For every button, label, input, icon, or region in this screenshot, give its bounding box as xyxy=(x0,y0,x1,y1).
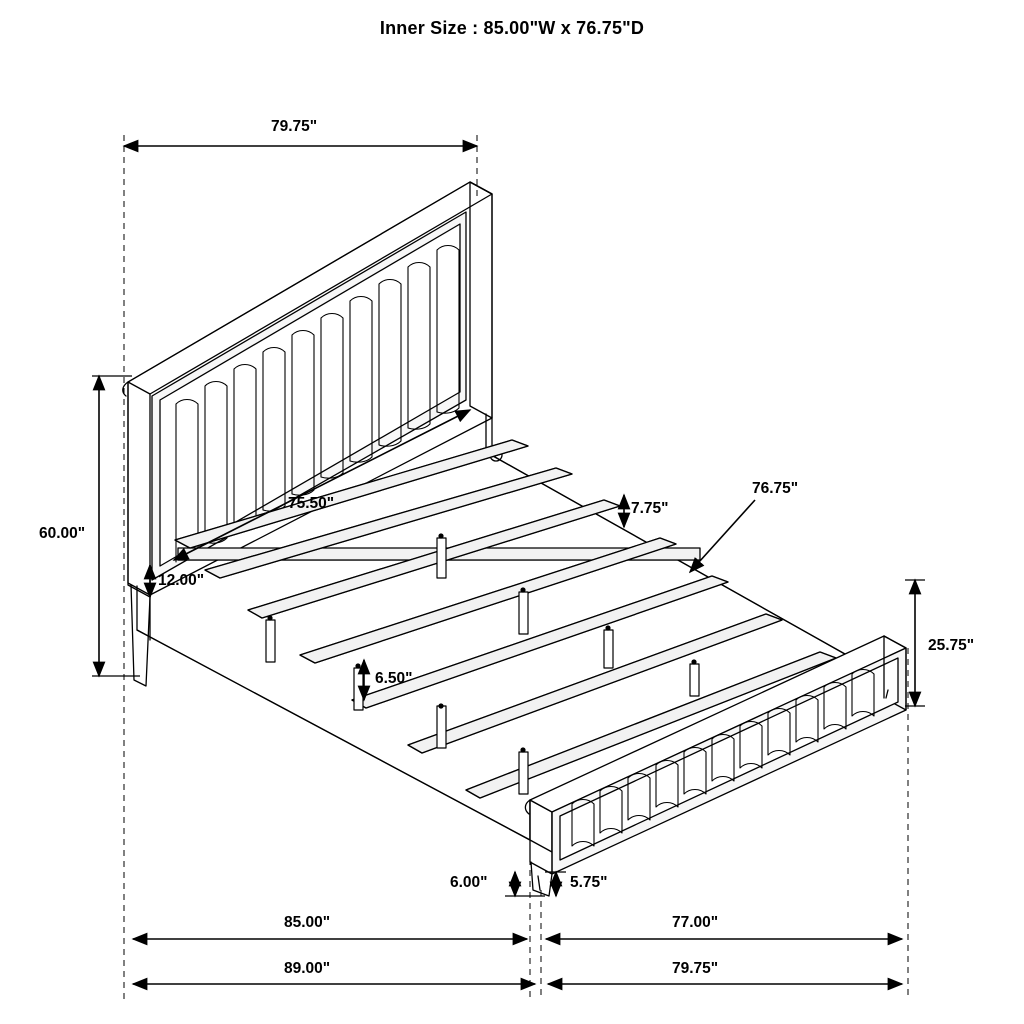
dim-label-overall-right-total: 79.75" xyxy=(672,960,719,977)
page-title: Inner Size : 85.00"W x 76.75"D xyxy=(379,18,645,38)
bed-geometry xyxy=(123,182,906,896)
leader-bed-depth xyxy=(690,500,755,572)
dim-label-overall-left-total: 89.00" xyxy=(284,960,331,977)
dim-label-headboard-width: 79.75" xyxy=(271,118,318,135)
dim-label-foot-clearance: 6.00" xyxy=(450,874,488,891)
dim-label-slat-height: 6.50" xyxy=(375,670,413,687)
dim-label-slat-to-floor: 12.00" xyxy=(158,572,205,589)
dim-label-rail-thickness: 7.75" xyxy=(631,500,669,517)
dim-label-headboard-height: 60.00" xyxy=(39,525,86,542)
dim-label-bed-depth: 76.75" xyxy=(752,480,799,497)
dim-label-foot-leg-width: 5.75" xyxy=(570,874,608,891)
dim-label-overall-right-span: 77.00" xyxy=(672,914,719,931)
dim-label-footboard-height: 25.75" xyxy=(928,637,975,654)
dim-label-side-rail-length: 75.50" xyxy=(288,495,335,512)
dim-label-overall-left-span: 85.00" xyxy=(284,914,331,931)
